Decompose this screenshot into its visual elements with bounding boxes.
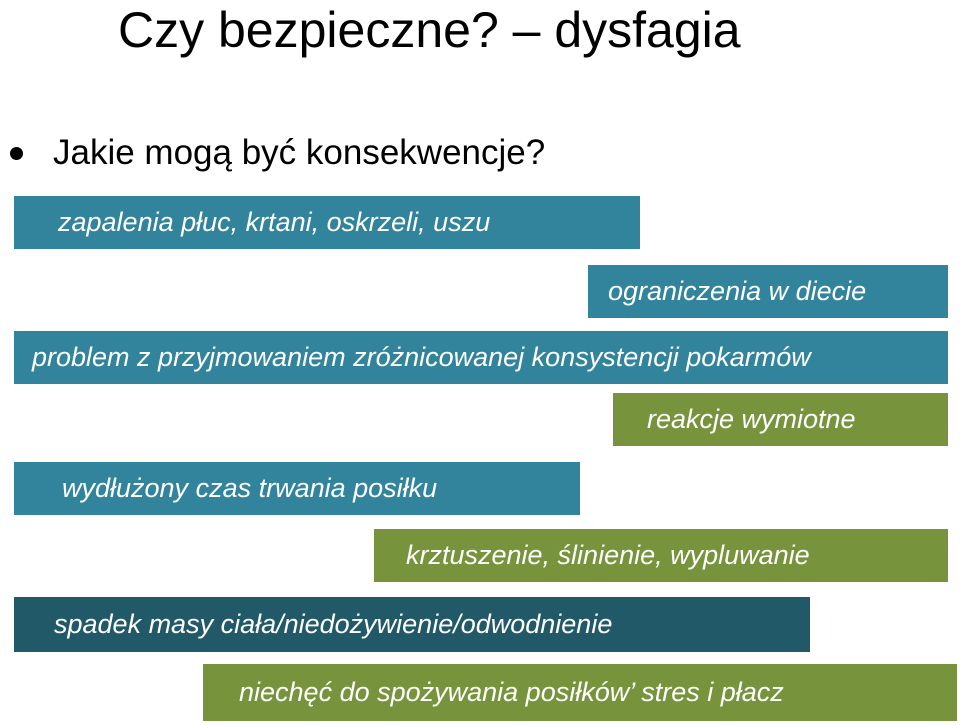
consequence-label: reakcje wymiotne <box>647 404 856 434</box>
consequence-label: problem z przyjmowaniem zróżnicowanej konsystencji pokarmów <box>32 342 811 372</box>
consequence-box-pneumonia <box>14 196 640 249</box>
consequence-label: spadek masy ciała/niedożywienie/odwodnienie <box>54 609 613 639</box>
consequence-box-vomit <box>613 393 948 446</box>
consequence-box-weight <box>14 597 810 652</box>
consequence-label: zapalenia płuc, krtani, oskrzeli, uszu <box>58 207 491 237</box>
slide-title: Czy bezpieczne? – dysfagia <box>118 2 741 58</box>
consequence-box-diet <box>588 265 948 318</box>
bullet-text: Jakie mogą być konsekwencje? <box>53 133 546 172</box>
bullet-dot-icon <box>10 147 23 160</box>
consequence-label: ograniczenia w diecie <box>608 276 867 306</box>
bullet-item <box>0 128 545 178</box>
consequence-label: wydłużony czas trwania posiłku <box>62 473 438 503</box>
consequence-label: krztuszenie, ślinienie, wypluwanie <box>406 540 810 570</box>
consequence-box-meal-time <box>14 462 580 515</box>
consequence-box-consistency <box>14 331 948 384</box>
consequence-box-reluctance <box>203 664 957 721</box>
consequence-label: niechęć do spożywania posiłków’ stres i płacz <box>239 677 784 707</box>
consequence-box-choking <box>374 529 948 582</box>
